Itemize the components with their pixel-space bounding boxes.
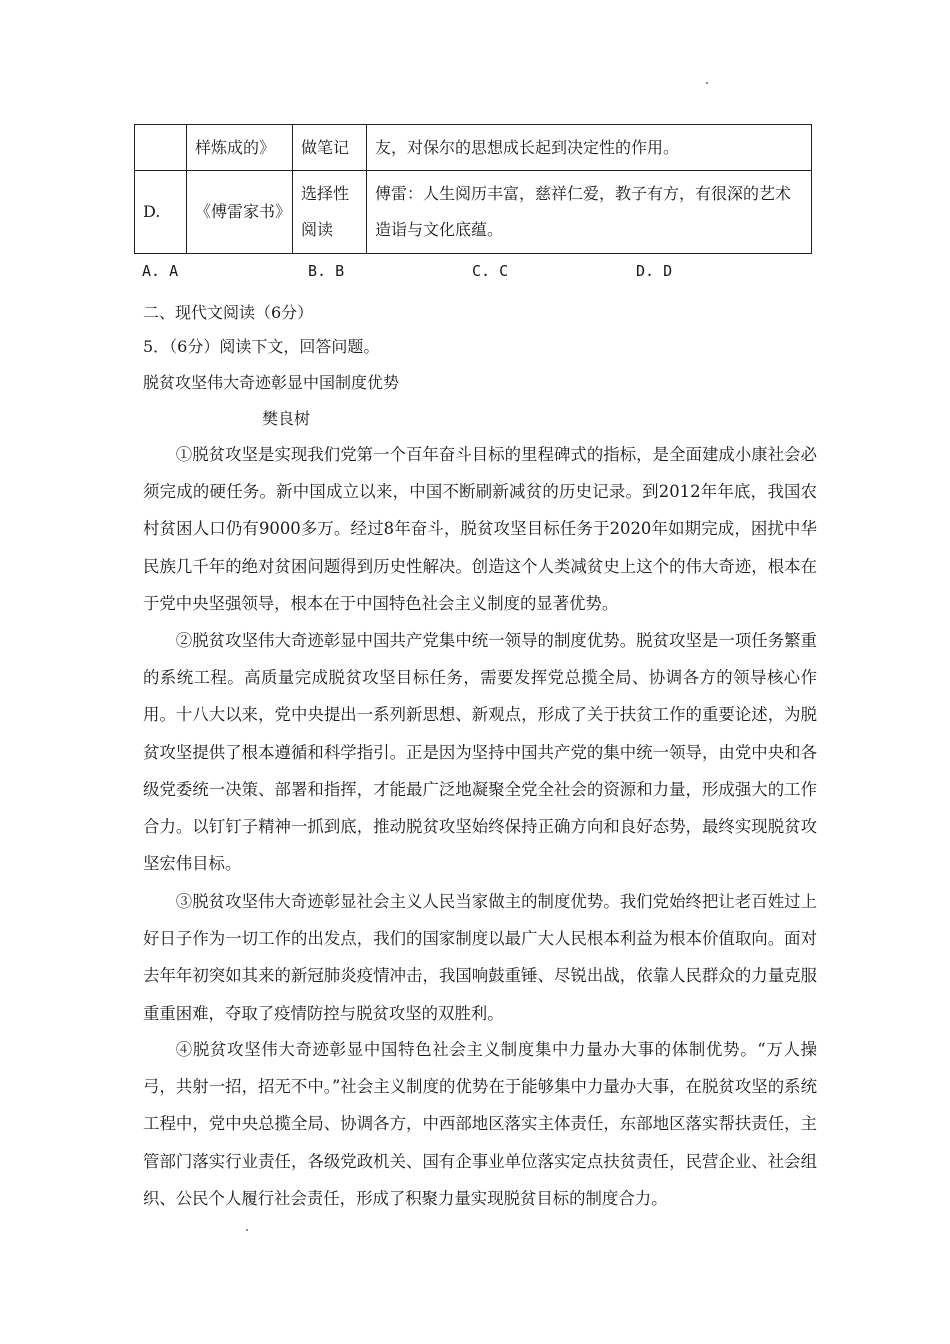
- scan-dot-bottom: [246, 1229, 248, 1231]
- article-paragraph-3: ③脱贫攻坚伟大奇迹彰显社会主义人民当家做主的制度优势。我们党始终把让老百姓过上好日子作为一切工作的出发点，我们的国家制度以最广大人民根本利益为根本价值取向。面对去年年初突如其来的新冠肺炎疫情冲击，我国响鼓重锤、尽锐出战，依靠人民群众的力量克服重重困难，夺取了疫情防控与脱贫攻坚的双胜利。: [143, 892, 817, 1023]
- choice-d[interactable]: D. D: [636, 262, 673, 280]
- article-paragraph-2: ②脱贫攻坚伟大奇迹彰显中国共产党集中统一领导的制度优势。脱贫攻坚是一项任务繁重的系统工程。高质量完成脱贫攻坚目标任务，需要发挥党总揽全局、协调各方的领导核心作用。十八大以来，党中央提出一系列新思想、新观点，形成了关于扶贫工作的重要论述，为脱贫攻坚提供了根本遵循和科学指引。正是因为坚持中国共产党的集中统一领导，由党中央和各级党委统一决策、部署和指挥，才能最广泛地凝聚全党全社会的资源和力量，形成强大的工作合力。以钉钉子精神一抓到底，推动脱贫攻坚始终保持正确方向和良好态势，最终实现脱贫攻坚宏伟目标。: [143, 631, 817, 874]
- book-title: 《傅雷家书》: [187, 171, 293, 254]
- choice-c[interactable]: C. C: [472, 262, 509, 280]
- table-row: [135, 125, 812, 171]
- question-prompt: 5．（6分）阅读下文，回答问题。: [143, 337, 380, 356]
- article-paragraph-4: ④脱贫攻坚伟大奇迹彰显中国特色社会主义制度集中力量办大事的体制优势。“万人操弓，共射一招，招无不中。”社会主义制度的优势在于能够集中力量办大事，在脱贫攻坚的系统工程中，党中央总揽全局、协调各方，中西部地区落实主体责任，东部地区落实帮扶责任，主管部门落实行业责任，各级党政机关、国有企事业单位落实定点扶贫责任，民营企业、社会组织、公民个人履行社会责任，形成了积聚力量实现脱贫目标的制度合力。: [143, 1040, 817, 1208]
- article-title: 脱贫攻坚伟大奇迹彰显中国制度优势: [143, 373, 400, 392]
- reading-method: 选择性阅读: [293, 171, 367, 254]
- article-author: 樊良树: [262, 409, 311, 428]
- book-description: 傅雷：人生阅历丰富，慈祥仁爱，教子有方，有很深的艺术造诣与文化底蕴。: [367, 171, 812, 254]
- reading-method: 做笔记: [293, 125, 367, 171]
- section-heading: 二、现代文阅读（6分）: [143, 303, 314, 322]
- option-letter: D.: [135, 171, 187, 254]
- choice-b[interactable]: B. B: [308, 262, 345, 280]
- book-description: 友，对保尔的思想成长起到决定性的作用。: [367, 125, 812, 171]
- table-row: [135, 171, 812, 254]
- options-table: [134, 124, 812, 254]
- choice-a[interactable]: A. A: [142, 262, 179, 280]
- scan-dot-top: [706, 82, 708, 84]
- option-letter: [135, 125, 187, 171]
- book-title: 样炼成的》: [187, 125, 293, 171]
- article-paragraph-1: ①脱贫攻坚是实现我们党第一个百年奋斗目标的里程碑式的指标，是全面建成小康社会必须完成的硬任务。新中国成立以来，中国不断刷新减贫的历史记录。到2012年年底，我国农村贫困人口仍有9000多万。经过8年奋斗，脱贫攻坚目标任务于2020年如期完成，困扰中华民族几千年的绝对贫困问题得到历史性解决。创造这个人类减贫史上这个的伟大奇迹，根本在于党中央坚强领导，根本在于中国特色社会主义制度的显著优势。: [143, 445, 817, 613]
